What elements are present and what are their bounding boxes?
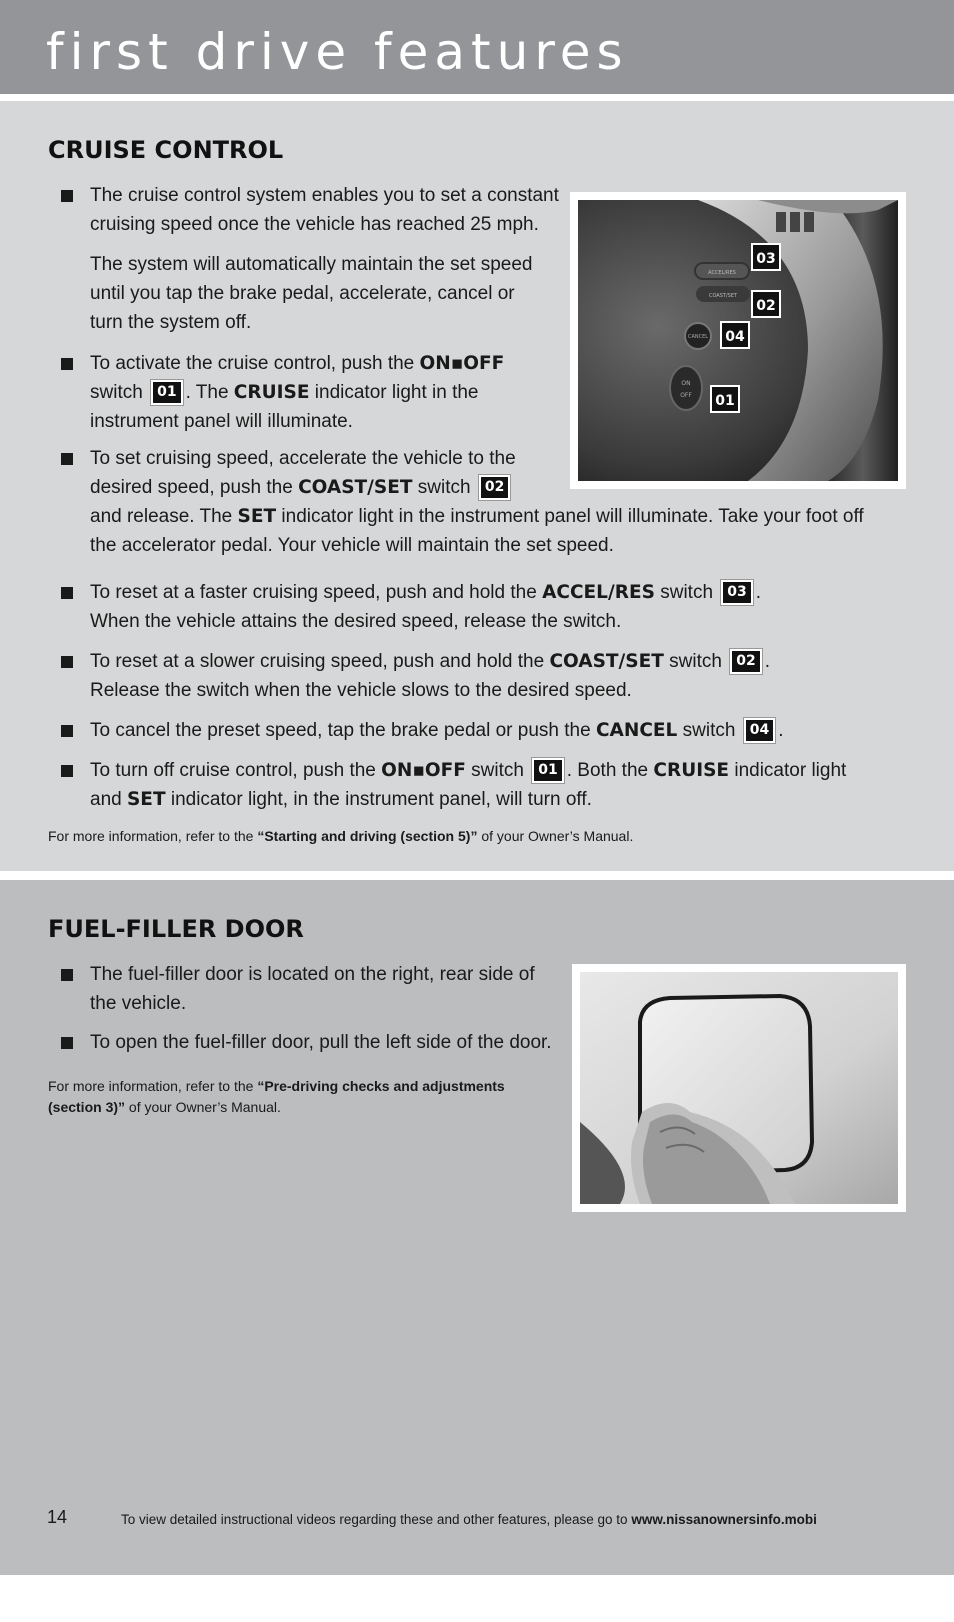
footer-url: www.nissanownersinfo.mobi (631, 1512, 817, 1527)
callout-badge-04: 04 (744, 718, 775, 743)
page-title: first drive features (46, 23, 629, 81)
manual-section-ref: “Pre-driving checks and adjustments (257, 1078, 505, 1094)
text-line: The cruise control system enables you to set a constant (90, 185, 559, 206)
text-line (48, 1097, 568, 1118)
callout-label: 03 (756, 251, 776, 267)
text: . (764, 651, 770, 672)
text: For more information, refer to the (48, 1078, 258, 1094)
text: To reset at a slower cruising speed, push and hold the (90, 651, 550, 672)
fuel-bullet-2 (90, 1028, 570, 1057)
text: switch (654, 582, 714, 603)
footer-text (121, 1512, 817, 1527)
cruise-label: CRUISE (233, 382, 310, 403)
accel-res-button-text: ACCEL/RES (708, 270, 736, 276)
photo-callout-04 (721, 322, 749, 348)
text: switch (90, 382, 143, 403)
text-line: the accelerator pedal. Your vehicle will maintain the set speed. (90, 535, 614, 556)
fuel-bullet-1 (90, 960, 570, 1018)
photo-callout-01 (711, 386, 739, 412)
steering-wheel-photo (578, 200, 898, 481)
bullet-icon (61, 453, 73, 465)
cruise-control-heading: CRUISE CONTROL (48, 136, 284, 164)
on-off-label: ON▪OFF (419, 353, 505, 374)
text: indicator light in the instrument panel will illuminate. Take your foot off (276, 506, 864, 527)
text: . (755, 582, 762, 603)
text: To activate the cruise control, push the (90, 353, 420, 374)
set-label: SET (126, 789, 166, 810)
callout-label: 02 (756, 298, 776, 314)
cruise-bullet-6 (90, 716, 910, 745)
text: of your Owner’s Manual. (477, 828, 634, 844)
manual-section-ref: “Starting and driving (section 5)” (257, 828, 478, 844)
text: To cancel the preset speed, tap the brake pedal or push the (90, 720, 596, 741)
text-line: cruising speed once the vehicle has reached 25 mph. (90, 214, 539, 235)
coast-set-label: COAST/SET (298, 477, 413, 498)
bullet-icon (61, 190, 73, 202)
text-line (90, 378, 560, 407)
text-line: The fuel-filler door is located on the right, rear side of (90, 964, 535, 985)
text: . Both the (566, 760, 654, 781)
fuel-reference-note (48, 1076, 568, 1118)
text-line (90, 716, 910, 745)
text: indicator light, in the instrument panel, will turn off. (165, 789, 592, 810)
bullet-icon (61, 656, 73, 668)
text-line: Release the switch when the vehicle slows to the desired speed. (90, 680, 632, 701)
page-header (0, 0, 954, 94)
text-line: To set cruising speed, accelerate the vehicle to the (90, 448, 516, 469)
text-line: the vehicle. (90, 993, 187, 1014)
callout-badge-02: 02 (479, 475, 510, 500)
bullet-icon (61, 1037, 73, 1049)
text: indicator light in the (309, 382, 479, 403)
text-line (90, 578, 910, 607)
bullet-icon (61, 725, 73, 737)
text: For more information, refer to the (48, 828, 258, 844)
text: switch (677, 720, 736, 741)
cruise-bullet-7 (90, 756, 910, 814)
text: switch (465, 760, 524, 781)
cruise-bullet-5 (90, 647, 910, 705)
page-number: 14 (47, 1507, 68, 1527)
on-button-text: ON (681, 380, 691, 387)
text: switch (412, 477, 471, 498)
cruise-label: CRUISE (653, 760, 730, 781)
text: switch (663, 651, 722, 672)
callout-badge-03: 03 (721, 580, 752, 605)
steering-wheel-photo-frame (570, 192, 906, 489)
text: of your Owner’s Manual. (125, 1099, 281, 1115)
text-line (90, 502, 910, 531)
text: . The (185, 382, 234, 403)
cancel-button-text: CANCEL (687, 334, 709, 340)
bullet-icon (61, 358, 73, 370)
cancel-label: CANCEL (595, 720, 678, 741)
text-line (48, 1076, 568, 1097)
text-line (90, 756, 910, 785)
coast-set-button-text: COAST/SET (708, 293, 738, 299)
photo-callout-02 (752, 291, 780, 317)
callout-label: 01 (715, 393, 735, 409)
cruise-bullet-1 (90, 181, 570, 337)
accel-res-label: ACCEL/RES (542, 582, 655, 603)
coast-set-label: COAST/SET (549, 651, 664, 672)
photo-callout-03 (752, 244, 780, 270)
bullet-icon (61, 969, 73, 981)
callout-badge-02: 02 (730, 649, 761, 674)
text: desired speed, push the (90, 477, 299, 498)
on-off-label: ON▪OFF (381, 760, 466, 781)
cruise-bullet-4 (90, 578, 910, 636)
callout-label: 04 (725, 329, 745, 345)
text: indicator light (729, 760, 847, 781)
text: . (778, 720, 784, 741)
text-line: turn the system off. (90, 312, 252, 333)
text-line: until you tap the brake pedal, accelerate, cancel or (90, 283, 515, 304)
callout-badge-01: 01 (532, 758, 563, 783)
callout-badge-01: 01 (151, 380, 182, 405)
text-line: instrument panel will illuminate. (90, 411, 353, 432)
text-line (90, 785, 910, 814)
fuel-door-photo (580, 972, 898, 1204)
text-line: The system will automatically maintain the set speed (90, 254, 533, 275)
text: To turn off cruise control, push the (90, 760, 382, 781)
fuel-door-photo-frame (572, 964, 906, 1212)
text: and release. The (90, 506, 238, 527)
text: and (90, 789, 127, 810)
cruise-bullet-2 (90, 349, 560, 436)
text-line (90, 647, 910, 676)
cruise-reference-note (48, 826, 908, 847)
manual-section-ref: (section 3)” (48, 1099, 126, 1115)
text-line (90, 349, 560, 378)
bullet-icon (61, 765, 73, 777)
text: To reset at a faster cruising speed, push and hold the (90, 582, 543, 603)
fuel-filler-heading: FUEL-FILLER DOOR (48, 915, 304, 943)
text: To view detailed instructional videos regarding these and other features, please go to (121, 1512, 632, 1527)
text-line: To open the fuel-filler door, pull the left side of the door. (90, 1032, 552, 1053)
off-button-text: OFF (680, 392, 692, 399)
bullet-icon (61, 587, 73, 599)
text-line: When the vehicle attains the desired speed, release the switch. (90, 611, 622, 632)
set-label: SET (237, 506, 277, 527)
